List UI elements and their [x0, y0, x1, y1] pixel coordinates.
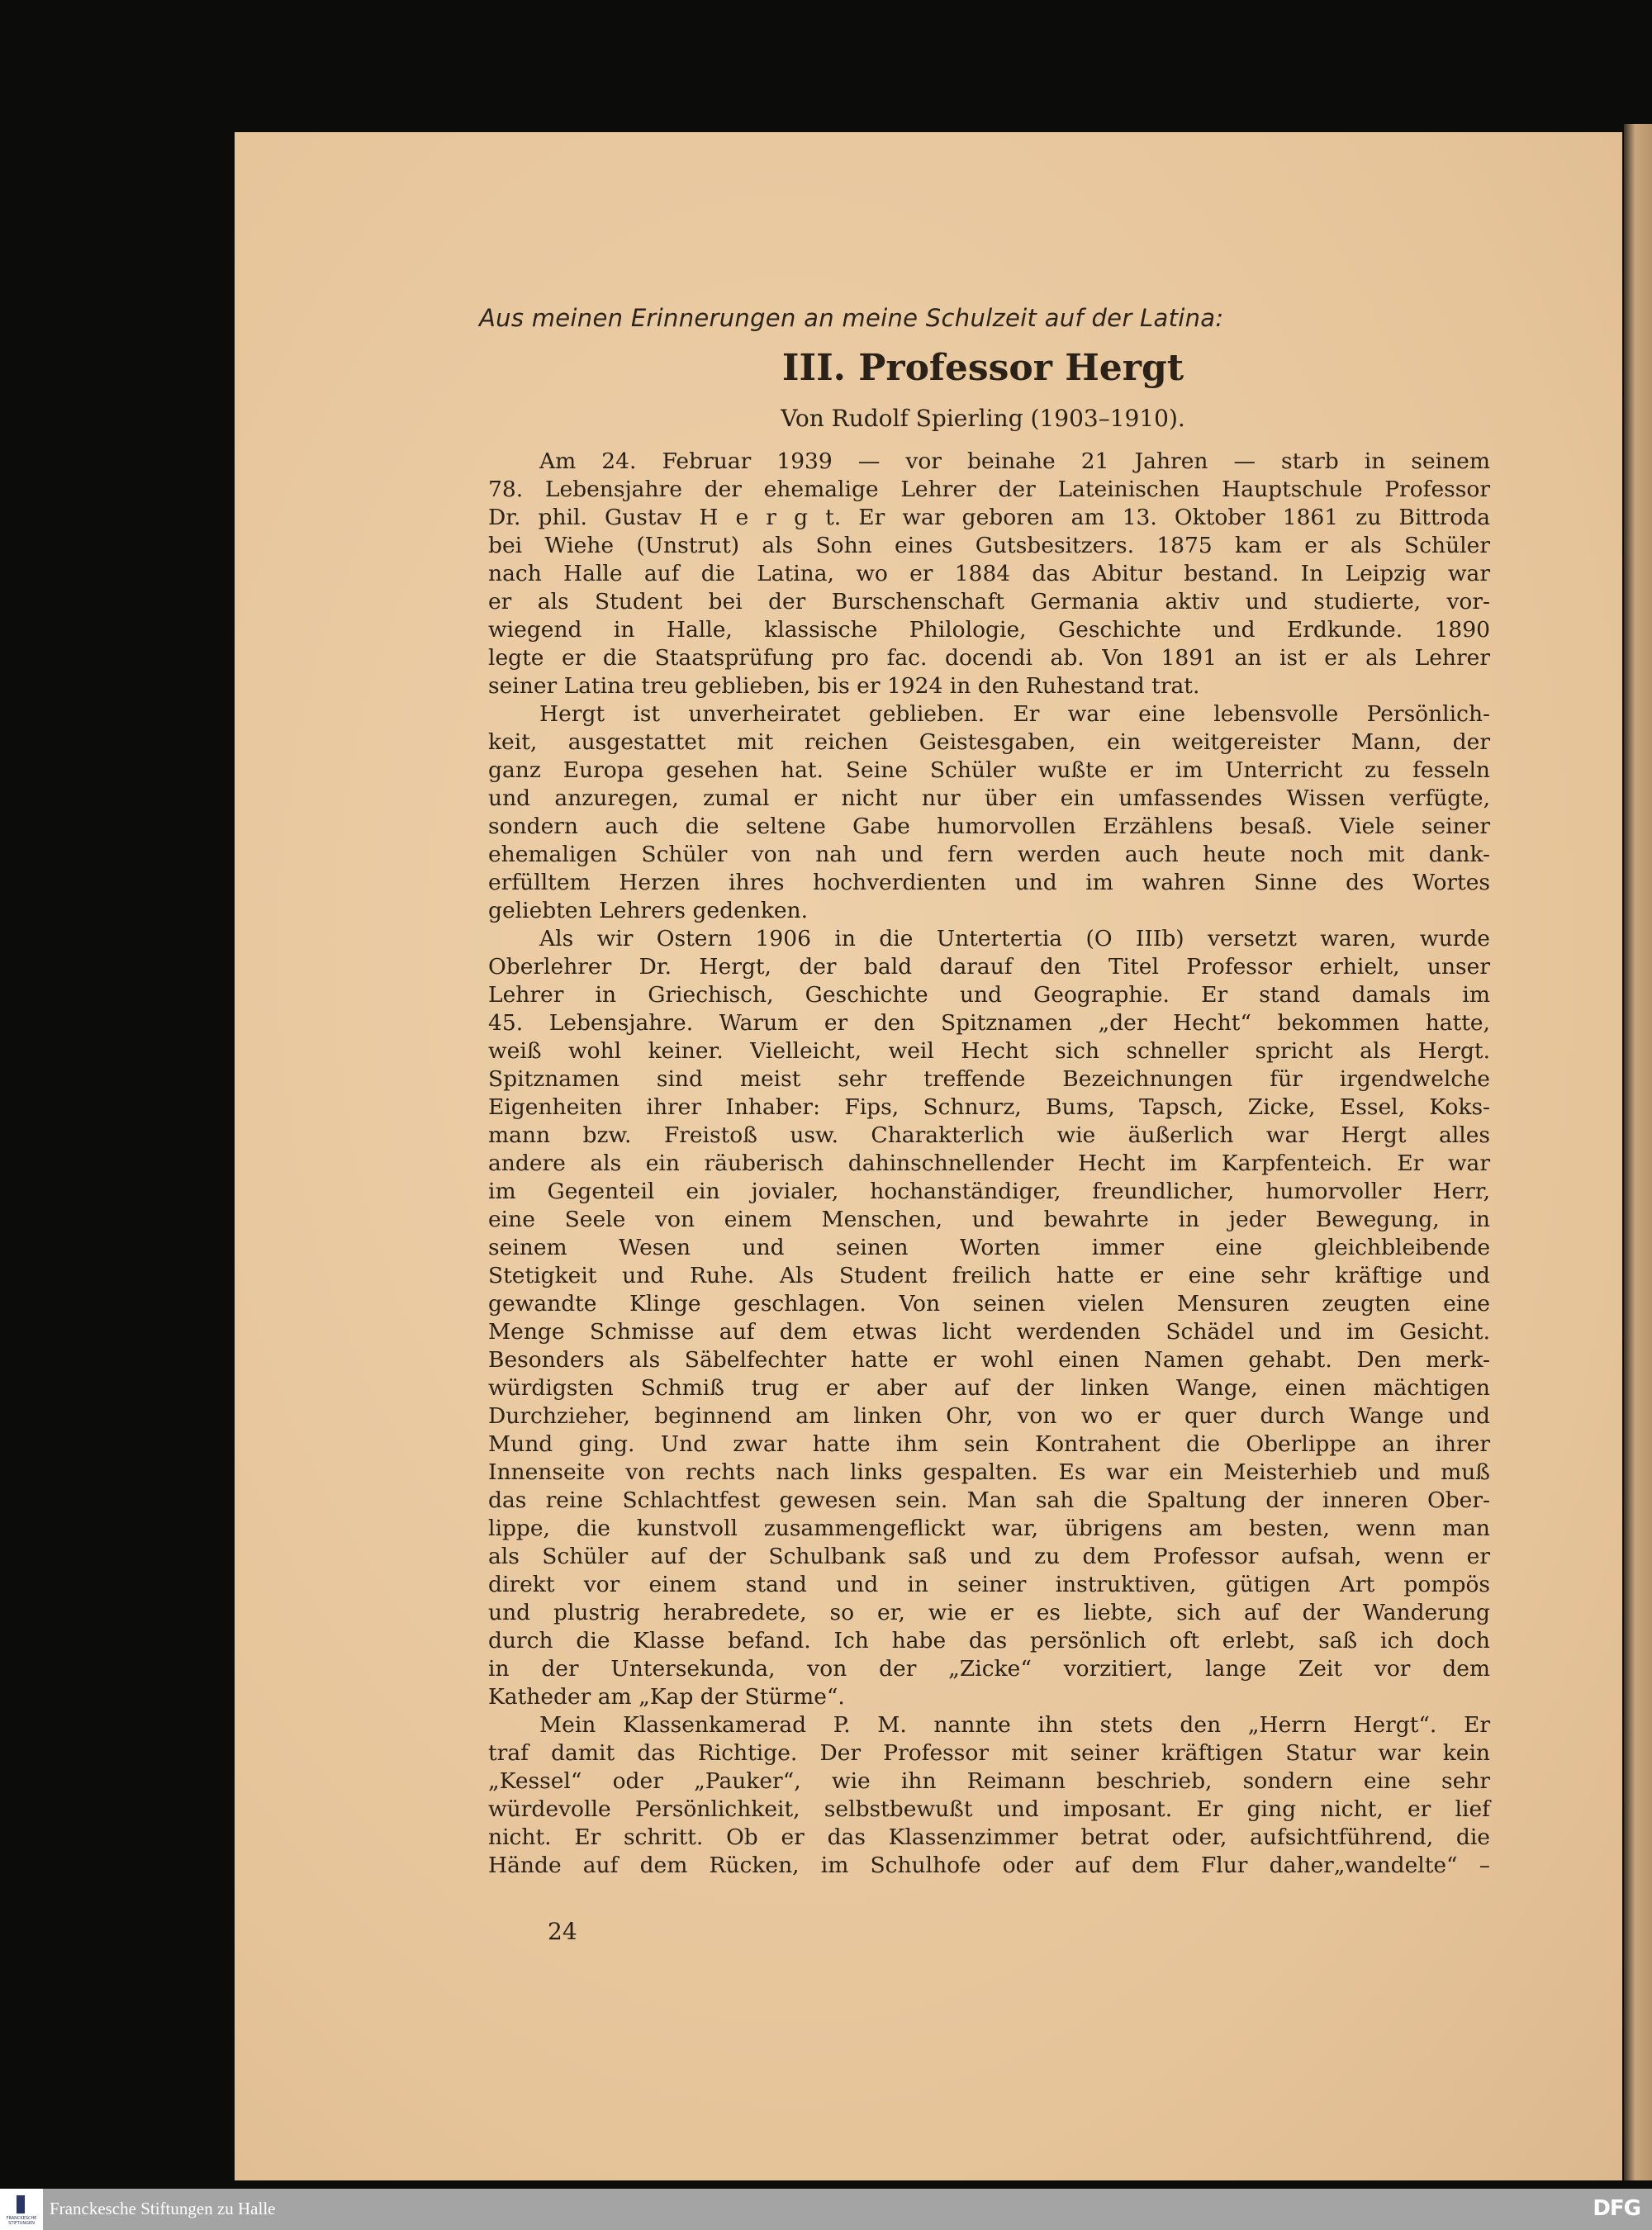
text-line: Menge Schmisse auf dem etwas licht werdenden Schädel und im Gesicht. — [488, 1319, 1490, 1345]
text-line: geliebten Lehrers gedenken. — [488, 898, 809, 923]
paragraph — [488, 1711, 1490, 1880]
text-line: und anzuregen, zumal er nicht nur über ein umfassendes Wissen verfügte, — [488, 785, 1490, 811]
article-title: III. Professor Hergt — [781, 347, 1184, 389]
text-line: seiner Latina treu geblieben, bis er 1924 in den Ruhestand trat. — [488, 673, 1200, 699]
text-line: 45. Lebensjahre. Warum er den Spitznamen „der Hecht“ bekommen hatte, — [488, 1010, 1490, 1036]
paragraph — [488, 448, 1490, 700]
text-line: Lehrer in Griechisch, Geschichte und Geographie. Er stand damals im — [488, 982, 1490, 1008]
text-line: als Schüler auf der Schulbank saß und zu dem Professor aufsah, wenn er — [488, 1544, 1490, 1569]
text-line: in der Untersekunda, von der „Zicke“ vorzitiert, lange Zeit vor dem — [488, 1656, 1490, 1682]
text-line: bei Wiehe (Unstrut) als Sohn eines Gutsbesitzers. 1875 kam er als Schüler — [488, 533, 1490, 558]
text-line: Hände auf dem Rücken, im Schulhofe oder auf dem Flur daher„wandelte“ – — [488, 1853, 1490, 1878]
text-line: andere als ein räuberisch dahinschnellender Hecht im Karpfenteich. Er war — [488, 1151, 1490, 1176]
text-line: Spitznamen sind meist sehr treffende Bezeichnungen für irgendwelche — [488, 1066, 1490, 1092]
viewer-footer-bar — [0, 2189, 1652, 2230]
text-line: Innenseite von rechts nach links gespalten. Es war ein Meisterhieb und muß — [488, 1459, 1490, 1485]
text-line: weiß wohl keiner. Vielleicht, weil Hecht sich schneller spricht als Hergt. — [488, 1038, 1490, 1064]
text-line: Stetigkeit und Ruhe. Als Student freilich hatte er eine sehr kräftige und — [488, 1263, 1490, 1288]
text-line: wiegend in Halle, klassische Philologie, Geschichte und Erdkunde. 1890 — [488, 617, 1490, 643]
text-line: traf damit das Richtige. Der Professor mit seiner kräftigen Statur war kein — [488, 1740, 1490, 1766]
text-line: lippe, die kunstvoll zusammengeflickt war, übrigens am besten, wenn man — [488, 1516, 1490, 1541]
text-line: er als Student bei der Burschenschaft Germania aktiv und studierte, vor- — [488, 589, 1490, 614]
text-line: direkt vor einem stand und in seiner instruktiven, gütigen Art pompös — [488, 1572, 1490, 1597]
text-line: mann bzw. Freistoß usw. Charakterlich wie äußerlich war Hergt alles — [488, 1122, 1490, 1148]
text-line: und plustrig herabredete, so er, wie er es liebte, sich auf der Wanderung — [488, 1600, 1490, 1625]
text-line: Mund ging. Und zwar hatte ihm sein Kontrahent die Oberlippe an ihrer — [488, 1431, 1490, 1457]
text-line: durch die Klasse befand. Ich habe das persönlich oft erlebt, saß ich doch — [488, 1628, 1490, 1654]
text-line: „Kessel“ oder „Pauker“, wie ihn Reimann beschrieb, sondern eine sehr — [488, 1768, 1490, 1794]
text-line: Am 24. Februar 1939 — vor beinahe 21 Jahren — starb in seinem — [539, 448, 1490, 474]
text-line: sondern auch die seltene Gabe humorvollen Erzählens besaß. Viele seiner — [488, 814, 1490, 839]
text-line: Hergt ist unverheiratet geblieben. Er war eine lebensvolle Persönlich- — [539, 701, 1490, 727]
text-line: seinem Wesen und seinen Worten immer eine gleichbleibende — [488, 1235, 1490, 1260]
text-line: Als wir Ostern 1906 in die Untertertia (O IIIb) versetzt waren, wurde — [539, 926, 1490, 951]
tower-icon — [17, 2195, 25, 2213]
text-line: Dr. phil. Gustav H e r g t. Er war geboren am 13. Oktober 1861 zu Bittroda — [488, 505, 1490, 530]
text-line: Katheder am „Kap der Stürme“. — [488, 1684, 845, 1710]
text-line: Besonders als Säbelfechter hatte er wohl einen Namen gehabt. Den merk- — [488, 1347, 1490, 1373]
text-line: Oberlehrer Dr. Hergt, der bald darauf den Titel Professor erhielt, unser — [488, 954, 1490, 980]
dfg-logo[interactable]: DFG — [1593, 2196, 1640, 2221]
article-body — [488, 448, 1490, 1880]
text-line: würdigsten Schmiß trug er aber auf der linken Wange, einen mächtigen — [488, 1375, 1490, 1401]
text-line: ganz Europa gesehen hat. Seine Schüler wußte er im Unterricht zu fesseln — [488, 757, 1490, 783]
paragraph — [488, 700, 1490, 925]
text-line: gewandte Klinge geschlagen. Von seinen vielen Mensuren zeugten eine — [488, 1291, 1490, 1317]
text-line: nicht. Er schritt. Ob er das Klassenzimmer betrat oder, aufsichtführend, die — [488, 1824, 1490, 1850]
facing-page-edge — [1624, 124, 1652, 2180]
page-number: 24 — [548, 1918, 577, 1945]
text-line: erfülltem Herzen ihres hochverdienten und im wahren Sinne des Wortes — [488, 870, 1490, 895]
byline: Von Rudolf Spierling (1903–1910). — [781, 405, 1185, 432]
text-line: das reine Schlachtfest gewesen sein. Man sah die Spaltung der inneren Ober- — [488, 1487, 1490, 1513]
paragraph — [488, 925, 1490, 1711]
text-line: eine Seele von einem Menschen, und bewahrte in jeder Bewegung, in — [488, 1207, 1490, 1232]
text-line: 78. Lebensjahre der ehemalige Lehrer der Lateinischen Hauptschule Professor — [488, 477, 1490, 502]
text-line: keit, ausgestattet mit reichen Geistesgaben, ein weitgereister Mann, der — [488, 729, 1490, 755]
institution-name[interactable]: Franckesche Stiftungen zu Halle — [50, 2199, 276, 2218]
text-line: im Gegenteil ein jovialer, hochanständiger, freundlicher, humorvoller Herr, — [488, 1179, 1490, 1204]
text-line: ehemaligen Schüler von nah und fern werden auch heute noch mit dank- — [488, 842, 1490, 867]
text-line: nach Halle auf die Latina, wo er 1884 das Abitur bestand. In Leipzig war — [488, 561, 1490, 586]
text-line: Mein Klassenkamerad P. M. nannte ihn stets den „Herrn Hergt“. Er — [539, 1712, 1490, 1738]
series-heading: Aus meinen Erinnerungen an meine Schulzeit auf der Latina: — [479, 304, 1224, 332]
text-line: würdevolle Persönlichkeit, selbstbewußt und imposant. Er ging nicht, er lief — [488, 1796, 1490, 1822]
text-line: Eigenheiten ihrer Inhaber: Fips, Schnurz, Bums, Tapsch, Zicke, Essel, Koks- — [488, 1094, 1490, 1120]
text-line: legte er die Staatsprüfung pro fac. docendi ab. Von 1891 an ist er als Lehrer — [488, 645, 1490, 671]
text-line: Durchzieher, beginnend am linken Ohr, von wo er quer durch Wange und — [488, 1403, 1490, 1429]
institution-logo[interactable] — [0, 2189, 43, 2230]
logo-caption: FRANCKESCHE STIFTUNGEN — [6, 2216, 37, 2226]
